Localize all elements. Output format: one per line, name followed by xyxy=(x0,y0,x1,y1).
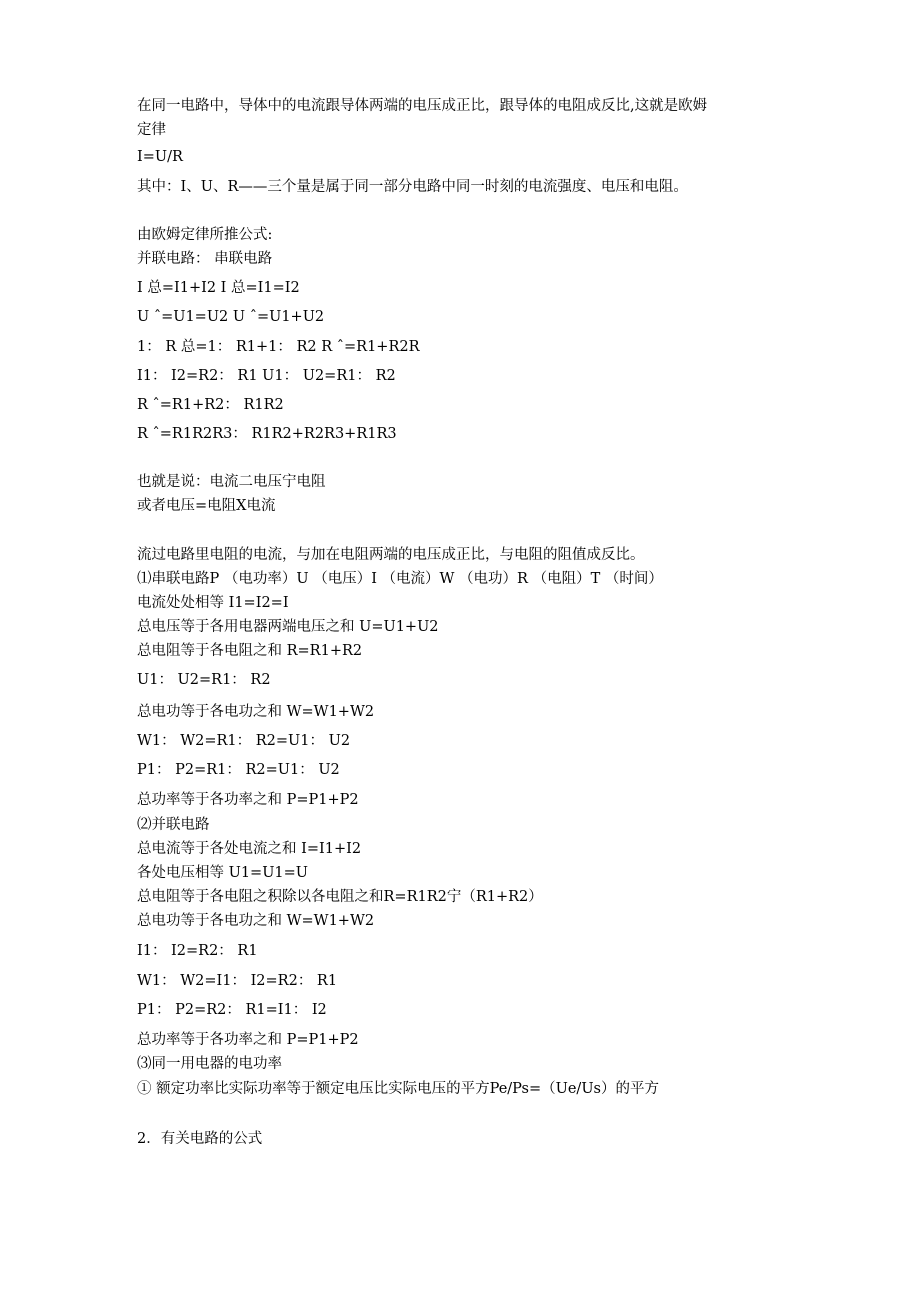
text-line: 其中：I、U、R——三个量是属于同一部分电路中同一时刻的电流强度、电压和电阻。 xyxy=(137,179,688,195)
text-line: 总电压等于各用电器两端电压之和 U=U1+U2 xyxy=(137,619,439,635)
text-line: 各处电压相等 U1=U1=U xyxy=(137,865,309,881)
text-line: 由欧姆定律所推公式: xyxy=(137,227,273,243)
text-line: P1： P2=R2： R1=I1： I2 xyxy=(137,1002,327,1018)
text-line: 在同一电路中，导体中的电流跟导体两端的电压成正比，跟导体的电阻成反比,这就是欧姆 xyxy=(137,98,708,114)
text-line: 流过电路里电阻的电流，与加在电阻两端的电压成正比，与电阻的阻值成反比。 xyxy=(137,547,645,563)
text-line: I=U/R xyxy=(137,149,183,165)
text-line: 总电阻等于各电阻之积除以各电阻之和R=R1R2宁（R1+R2） xyxy=(137,889,543,905)
text-line: 总电功等于各电功之和 W=W1+W2 xyxy=(137,704,375,720)
text-line: R ˆ=R1R2R3： R1R2+R2R3+R1R3 xyxy=(137,426,397,442)
text-line: 总功率等于各功率之和 P=P1+P2 xyxy=(137,792,359,808)
text-line: 总电功等于各电功之和 W=W1+W2 xyxy=(137,913,375,929)
text-line: I1： I2=R2： R1 xyxy=(137,943,258,959)
section-heading: 2．有关电路的公式 xyxy=(137,1131,263,1147)
text-line: 电流处处相等 I1=I2=I xyxy=(137,595,289,611)
text-line: 或者电压=电阻X电流 xyxy=(137,498,276,514)
text-line: 总功率等于各功率之和 P=P1+P2 xyxy=(137,1032,359,1048)
text-line: 定律 xyxy=(137,122,166,138)
text-line: 总电阻等于各电阻之和 R=R1+R2 xyxy=(137,643,363,659)
text-line: 也就是说：电流二电压宁电阻 xyxy=(137,474,326,490)
text-line: 并联电路： 串联电路 xyxy=(137,251,273,267)
text-line: ⑶同一用电器的电功率 xyxy=(137,1056,282,1072)
text-line: P1： P2=R1： R2=U1： U2 xyxy=(137,762,340,778)
text-line: 1： R 总=1： R1+1： R2 R ˆ=R1+R2R xyxy=(137,339,420,355)
text-line: 总电流等于各处电流之和 I=I1+I2 xyxy=(137,841,362,857)
text-line: R ˆ=R1+R2： R1R2 xyxy=(137,397,284,413)
text-line: ① 额定功率比实际功率等于额定电压比实际电压的平方Pe/Ps=（Ue/Us）的平方 xyxy=(137,1081,659,1097)
text-line: W1： W2=R1： R2=U1： U2 xyxy=(137,733,351,749)
text-line: U1： U2=R1： R2 xyxy=(137,672,271,688)
text-line: W1： W2=I1： I2=R2： R1 xyxy=(137,973,338,989)
text-line: ⑵并联电路 xyxy=(137,817,210,833)
text-line: U ˆ=U1=U2 U ˆ=U1+U2 xyxy=(137,309,325,325)
text-line: I1： I2=R2： R1 U1： U2=R1： R2 xyxy=(137,368,396,384)
text-line: I 总=I1+I2 I 总=I1=I2 xyxy=(137,280,300,296)
text-line: ⑴串联电路P （电功率）U （电压）I （电流）W （电功）R （电阻）T （时间） xyxy=(137,571,663,587)
